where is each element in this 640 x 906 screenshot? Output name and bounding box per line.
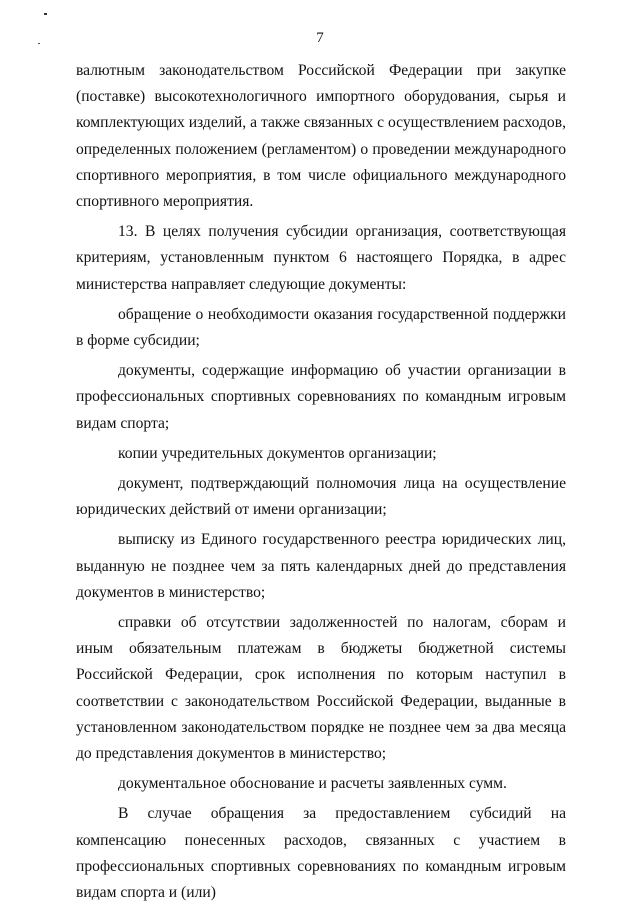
document-body — [76, 58, 566, 906]
paragraph-case: В случае обращения за предоставлением субсидий на компенсацию понесенных расходов, связанных с участием в профессиональных спортивных соревнованиях по командным игровым видам спорта и (или) — [76, 805, 566, 902]
scan-mark — [44, 13, 47, 15]
paragraph-list-item: документальное обоснование и расчеты заявленных сумм. — [118, 775, 507, 793]
paragraph-list-item: копии учредительных документов организации; — [118, 444, 437, 462]
paragraph-list-item: документы, содержащие информацию об участии организации в профессиональных спортивных соревнованиях по командным игровым видам спорта; — [76, 362, 566, 432]
paragraph-list-item: документ, подтверждающий полномочия лица на осуществление юридических действий от имени организации; — [76, 475, 566, 519]
paragraph-continuation: валютным законодательством Российской Федерации при закупке (поставке) высокотехнологичного импортного оборудования, сырья и комплектующих изделий, а также связанных с осуществлением расходов, определенных положением (регламентом) о проведении международного спортивного мероприятия, в том числе официального международного спортивного мероприятия. — [76, 62, 566, 211]
paragraph-list-item: справки об отсутствии задолженностей по налогам, сборам и иным обязательным платежам в бюджеты бюджетной системы Российской Федерации, срок исполнения по которым наступил в соответствии с законодательством Российской Федерации, выданные в установленном законодательством порядке не позднее чем за два месяца до представления документов в министерство; — [76, 614, 566, 763]
paragraph-list-item: обращение о необходимости оказания государственной поддержки в форме субсидии; — [76, 305, 566, 350]
paragraph-item-13: 13. В целях получения субсидии организация, соответствующая критериям, установленным пунктом 6 настоящего Порядка, в адрес министерства направляет следующие документы: — [76, 223, 566, 293]
page-number: 7 — [316, 30, 324, 46]
paragraph-list-item: выписку из Единого государственного реестра юридических лиц, выданную не позднее чем за пять календарных дней до представления документов в министерство; — [76, 531, 566, 601]
